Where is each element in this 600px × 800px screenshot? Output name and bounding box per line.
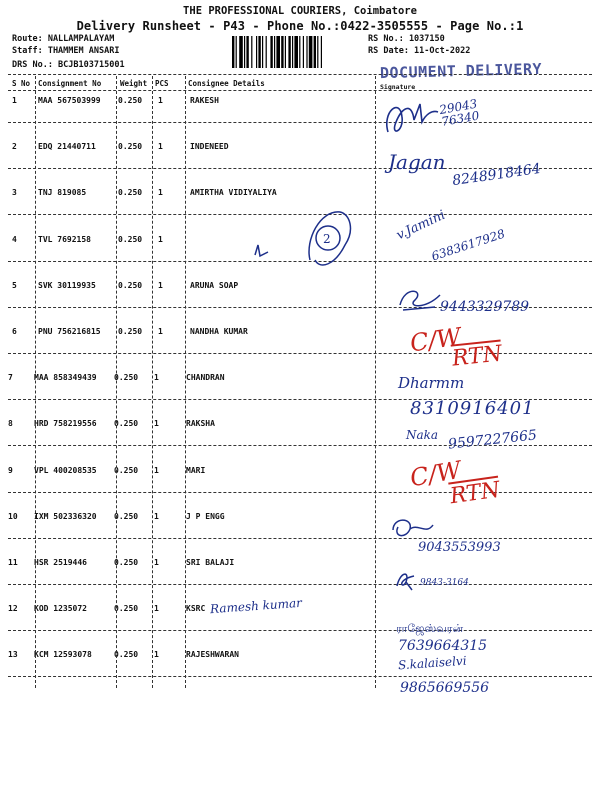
row-consignee: SRI BALAJI bbox=[186, 558, 235, 567]
row-pcs: 1 bbox=[158, 280, 163, 290]
row-consignee: AMIRTHA VIDIYALIYA bbox=[190, 188, 277, 198]
row-consignee: MARI bbox=[186, 465, 206, 475]
row-sno: 12 bbox=[8, 604, 18, 614]
barcode-bar bbox=[276, 36, 280, 68]
row-separator bbox=[8, 630, 592, 631]
row-pcs: 1 bbox=[154, 650, 159, 660]
row-pcs: 1 bbox=[154, 419, 159, 429]
svg-text:2: 2 bbox=[323, 232, 331, 246]
row-weight: 0.250 bbox=[118, 280, 143, 290]
column-divider bbox=[185, 76, 186, 688]
row-weight: 0.250 bbox=[114, 511, 139, 521]
row-pcs: 1 bbox=[154, 558, 159, 567]
handwritten-phone1-row13: 7639664315 bbox=[398, 638, 488, 654]
barcode-bar bbox=[288, 36, 290, 68]
row-separator bbox=[8, 492, 592, 493]
barcode-bar bbox=[239, 36, 243, 68]
barcode-bar bbox=[317, 36, 318, 68]
handwritten-phone-row8: 9597227665 bbox=[447, 427, 538, 453]
row-pcs: 1 bbox=[158, 234, 163, 244]
row-pcs: 1 bbox=[154, 604, 159, 614]
row-sno: 5 bbox=[12, 280, 17, 290]
handwritten-name2-row13: S.kalaiselvi bbox=[397, 653, 467, 673]
barcode-bar bbox=[321, 36, 322, 68]
column-divider bbox=[152, 76, 153, 688]
row-separator bbox=[8, 538, 592, 539]
barcode-bar bbox=[251, 36, 252, 68]
row-consignment: MAA 858349439 bbox=[34, 373, 97, 383]
col-signature: Signature bbox=[380, 83, 416, 91]
barcode-bar bbox=[236, 36, 237, 68]
handwritten-phone-row4: 6383617928 bbox=[429, 226, 507, 264]
handwritten-phone-row10: 9043553993 bbox=[418, 540, 501, 555]
row-sno: 6 bbox=[12, 327, 17, 336]
drs-label: DRS No.: BCJB103715001 bbox=[12, 60, 125, 70]
handwritten-name-row4: v.Jamini bbox=[394, 207, 448, 244]
row-pcs: 1 bbox=[158, 188, 163, 198]
handwritten-tamil-name-row13: ராஜேஸ்வரன் bbox=[396, 622, 464, 635]
row-consignment: TVL 7692158 bbox=[38, 234, 91, 244]
handwritten-rtn-row6: $\overline{RTN}$ bbox=[450, 341, 504, 372]
col-pcs: PCS bbox=[155, 79, 169, 88]
barcode-bar bbox=[270, 36, 272, 68]
row-separator bbox=[8, 122, 592, 123]
row-consignment: TNJ 819085 bbox=[38, 188, 87, 198]
row-consignment: HRD 758219556 bbox=[34, 419, 97, 429]
row-separator bbox=[8, 584, 592, 585]
row-consignment: KOD 1235072 bbox=[34, 604, 87, 614]
barcode-bar bbox=[285, 36, 286, 68]
row-sno: 1 bbox=[12, 96, 17, 105]
handwritten-phone-row11: 9843-3164 bbox=[420, 578, 469, 588]
row-sno: 11 bbox=[8, 558, 18, 567]
barcode-bar bbox=[256, 36, 257, 68]
row-sno: 8 bbox=[8, 419, 13, 429]
barcode-bar bbox=[309, 36, 313, 68]
handwritten-phone-row1: 29043 76340 bbox=[438, 96, 481, 129]
row-consignee: J P ENGG bbox=[186, 511, 225, 521]
row-weight: 0.250 bbox=[118, 234, 143, 244]
signature-scrawl-row1 bbox=[380, 92, 440, 142]
barcode-bar bbox=[266, 36, 267, 68]
row-consignee: NANDHA KUMAR bbox=[190, 327, 248, 336]
row-consignee: INDENEED bbox=[190, 142, 229, 152]
row-consignee: ARUNA SOAP bbox=[190, 280, 239, 290]
barcode-bar bbox=[303, 36, 304, 68]
row-weight: 0.250 bbox=[114, 604, 139, 614]
row-pcs: 1 bbox=[158, 327, 163, 336]
company-title: THE PROFESSIONAL COURIERS, Coimbatore bbox=[183, 5, 417, 17]
column-divider bbox=[35, 76, 36, 688]
row-sno: 13 bbox=[8, 650, 18, 660]
barcode-bar bbox=[262, 36, 263, 68]
col-weight: Weight bbox=[120, 79, 148, 88]
barcode-bar bbox=[232, 36, 234, 68]
row-sno: 2 bbox=[12, 142, 17, 152]
barcode-bar bbox=[281, 36, 283, 68]
row-consignment: KCM 12593078 bbox=[34, 650, 92, 660]
col-consignment: Consignment No bbox=[38, 79, 102, 88]
row-consignment: SVK 30119935 bbox=[38, 280, 96, 290]
row-weight: 0.250 bbox=[118, 142, 143, 152]
barcode-bar bbox=[244, 36, 245, 68]
row-separator bbox=[8, 676, 592, 677]
col-consignee: Consignee Details bbox=[188, 79, 265, 88]
table-top-rule bbox=[8, 74, 592, 75]
row-separator bbox=[8, 353, 592, 354]
barcode-bar bbox=[306, 36, 307, 68]
handwritten-cw-row9: C/W bbox=[407, 455, 464, 493]
row-consignee: RAKSHA bbox=[186, 419, 215, 429]
row-pcs: 1 bbox=[158, 142, 163, 152]
handwritten-name-row8: Naka bbox=[406, 428, 439, 442]
signature-scrawl-row5 bbox=[395, 285, 445, 315]
barcode-bar bbox=[314, 36, 316, 68]
rs-date: RS Date: 11-Oct-2022 bbox=[368, 46, 471, 56]
barcode-bar bbox=[292, 36, 293, 68]
handwritten-name-row2: Jagan bbox=[388, 150, 446, 174]
runsheet-title: Delivery Runsheet - P43 - Phone No.:0422-3505555 - Page No.:1 bbox=[76, 19, 524, 33]
table-header-rule bbox=[8, 90, 592, 91]
barcode-bar bbox=[258, 36, 260, 68]
row-pcs: 1 bbox=[158, 96, 163, 105]
row-sno: 3 bbox=[12, 188, 17, 198]
row-consignee: KSRC bbox=[186, 604, 206, 614]
row-consignment: IXM 502336320 bbox=[34, 511, 97, 521]
row-pcs: 1 bbox=[154, 465, 159, 475]
col-sno: S No bbox=[12, 79, 31, 88]
row-weight: 0.250 bbox=[114, 558, 139, 567]
row-weight: 0.250 bbox=[114, 373, 139, 383]
signature-scrawl-row10 bbox=[388, 515, 438, 543]
column-divider bbox=[375, 76, 376, 688]
handwritten-phone-row7: 8310916401 bbox=[410, 398, 535, 419]
barcode-bar bbox=[294, 36, 298, 68]
row-pcs: 1 bbox=[154, 373, 159, 383]
handwritten-phone-row5: 9443329789 bbox=[440, 299, 530, 315]
staff-label: Staff: THAMMEM ANSARI bbox=[12, 46, 120, 56]
handwritten-phone-row2: 8248918464 bbox=[451, 160, 542, 190]
row-consignment: EDQ 21440711 bbox=[38, 142, 96, 152]
route-label: Route: NALLAMPALAYAM bbox=[12, 34, 115, 44]
row-weight: 0.250 bbox=[118, 96, 143, 105]
handwritten-phone2-row13: 9865669556 bbox=[400, 680, 490, 696]
row-consignee: CHANDRAN bbox=[186, 373, 225, 383]
row-pcs: 1 bbox=[154, 511, 159, 521]
handwritten-cw-row6: C/W bbox=[408, 322, 463, 358]
barcode-bar bbox=[299, 36, 300, 68]
row-consignee: RAJESHWARAN bbox=[186, 650, 239, 660]
row-weight: 0.250 bbox=[114, 419, 139, 429]
signature-scrawl-row3-4 bbox=[250, 200, 360, 275]
row-consignment: MAA 567503999 bbox=[38, 96, 101, 105]
row-sno: 4 bbox=[12, 234, 17, 244]
handwritten-name-row7: Dharmm bbox=[398, 374, 465, 392]
row-consignment: PNU 756216815 bbox=[38, 327, 101, 336]
row-sno: 7 bbox=[8, 373, 13, 383]
signature-scrawl-row11 bbox=[392, 568, 422, 592]
row-sno: 9 bbox=[8, 465, 13, 475]
barcode-bar bbox=[246, 36, 248, 68]
row-consignment: VPL 400208535 bbox=[34, 465, 97, 475]
row-consignee: RAKESH bbox=[190, 96, 219, 105]
barcode-bar bbox=[274, 36, 275, 68]
document-delivery-stamp: DOCUMENT DELIVERY bbox=[379, 59, 543, 83]
row-weight: 0.250 bbox=[118, 188, 143, 198]
row-weight: 0.250 bbox=[118, 327, 143, 336]
row-weight: 0.250 bbox=[114, 650, 139, 660]
column-divider bbox=[116, 76, 117, 688]
barcode-image bbox=[232, 36, 360, 68]
rs-number: RS No.: 1037150 bbox=[368, 34, 445, 44]
row-consignment: HSR 2519446 bbox=[34, 558, 87, 567]
row-sno: 10 bbox=[8, 511, 18, 521]
handwritten-name-row12: Ramesh kumar bbox=[209, 595, 303, 617]
handwritten-rtn-row9: $\overline{RTN}$ bbox=[448, 477, 502, 510]
row-weight: 0.250 bbox=[114, 465, 139, 475]
